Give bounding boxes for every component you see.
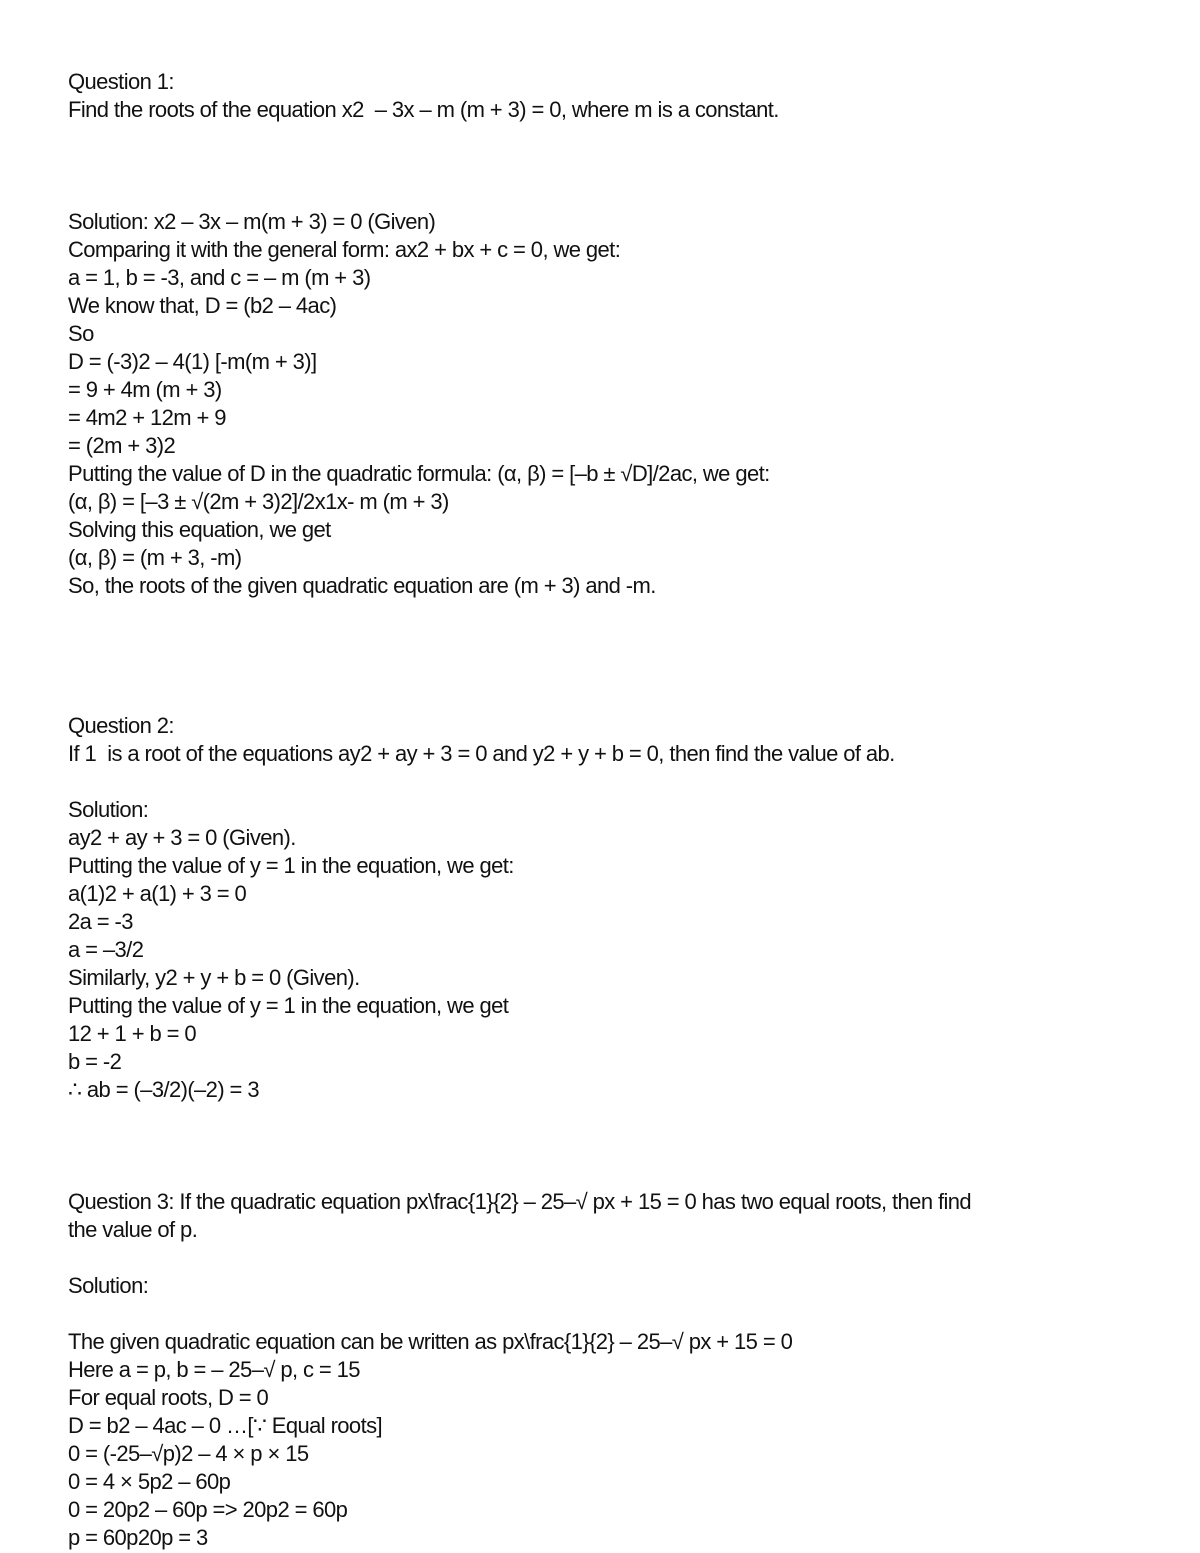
solution-line: a = –3/2 xyxy=(68,937,144,962)
solution-line: 12 + 1 + b = 0 xyxy=(68,1021,196,1046)
solution-line: b = -2 xyxy=(68,1049,122,1074)
question-1-solution xyxy=(68,208,1132,600)
solution-line: For equal roots, D = 0 xyxy=(68,1385,269,1410)
solution-line: Putting the value of y = 1 in the equation, we get xyxy=(68,993,509,1018)
document-page xyxy=(68,68,1132,1552)
question-2-section xyxy=(68,712,1132,1104)
solution-line: The given quadratic equation can be written as px\frac{1}{2} – 25–√ px + 15 = 0 xyxy=(68,1329,793,1354)
question-3-section xyxy=(68,1188,1132,1552)
solution-line: ∴ ab = (–3/2)(–2) = 3 xyxy=(68,1077,259,1102)
question-2-title: Question 2: xyxy=(68,713,174,738)
solution-line: 0 = (-25–√p)2 – 4 × p × 15 xyxy=(68,1441,309,1466)
question-3-solution-label: Solution: xyxy=(68,1273,149,1298)
solution-line: = (2m + 3)2 xyxy=(68,433,176,458)
solution-line: So, the roots of the given quadratic equation are (m + 3) and -m. xyxy=(68,573,656,598)
question-3-text: Question 3: If the quadratic equation px\frac{1}{2} – 25–√ px + 15 = 0 has two equal roots, then find xyxy=(68,1189,972,1214)
solution-line: 0 = 20p2 – 60p => 20p2 = 60p xyxy=(68,1497,348,1522)
solution-line: p = 60p20p = 3 xyxy=(68,1525,208,1550)
solution-line: a(1)2 + a(1) + 3 = 0 xyxy=(68,881,247,906)
solution-line: Here a = p, b = – 25–√ p, c = 15 xyxy=(68,1357,360,1382)
solution-line: (α, β) = (m + 3, -m) xyxy=(68,545,242,570)
question-1-title: Question 1: xyxy=(68,69,174,94)
solution-line: = 4m2 + 12m + 9 xyxy=(68,405,226,430)
solution-line: Putting the value of D in the quadratic formula: (α, β) = [–b ± √D]/2ac, we get: xyxy=(68,461,770,486)
solution-line: (α, β) = [–3 ± √(2m + 3)2]/2x1x- m (m + 3) xyxy=(68,489,449,514)
question-1-text: Find the roots of the equation x2 – 3x – m (m + 3) = 0, where m is a constant. xyxy=(68,97,779,122)
solution-line: Solving this equation, we get xyxy=(68,517,331,542)
solution-line: 2a = -3 xyxy=(68,909,133,934)
solution-line: Putting the value of y = 1 in the equation, we get: xyxy=(68,853,514,878)
question-2-solution xyxy=(68,824,1132,1104)
solution-line: = 9 + 4m (m + 3) xyxy=(68,377,222,402)
solution-line: Comparing it with the general form: ax2 + bx + c = 0, we get: xyxy=(68,237,621,262)
question-3-text-continued: the value of p. xyxy=(68,1217,198,1242)
solution-line: a = 1, b = -3, and c = – m (m + 3) xyxy=(68,265,371,290)
solution-line: Similarly, y2 + y + b = 0 (Given). xyxy=(68,965,360,990)
solution-line: Solution: x2 – 3x – m(m + 3) = 0 (Given) xyxy=(68,209,436,234)
solution-line: ay2 + ay + 3 = 0 (Given). xyxy=(68,825,296,850)
solution-line: So xyxy=(68,321,94,346)
solution-line: D = b2 – 4ac – 0 …[∵ Equal roots] xyxy=(68,1413,382,1438)
question-2-solution-label: Solution: xyxy=(68,797,149,822)
solution-line: We know that, D = (b2 – 4ac) xyxy=(68,293,337,318)
question-2-text: If 1 is a root of the equations ay2 + ay + 3 = 0 and y2 + y + b = 0, then find the value of ab. xyxy=(68,741,895,766)
question-3-solution xyxy=(68,1328,1132,1552)
solution-line: 0 = 4 × 5p2 – 60p xyxy=(68,1469,231,1494)
solution-line: D = (-3)2 – 4(1) [-m(m + 3)] xyxy=(68,349,317,374)
question-1-section xyxy=(68,68,1132,600)
